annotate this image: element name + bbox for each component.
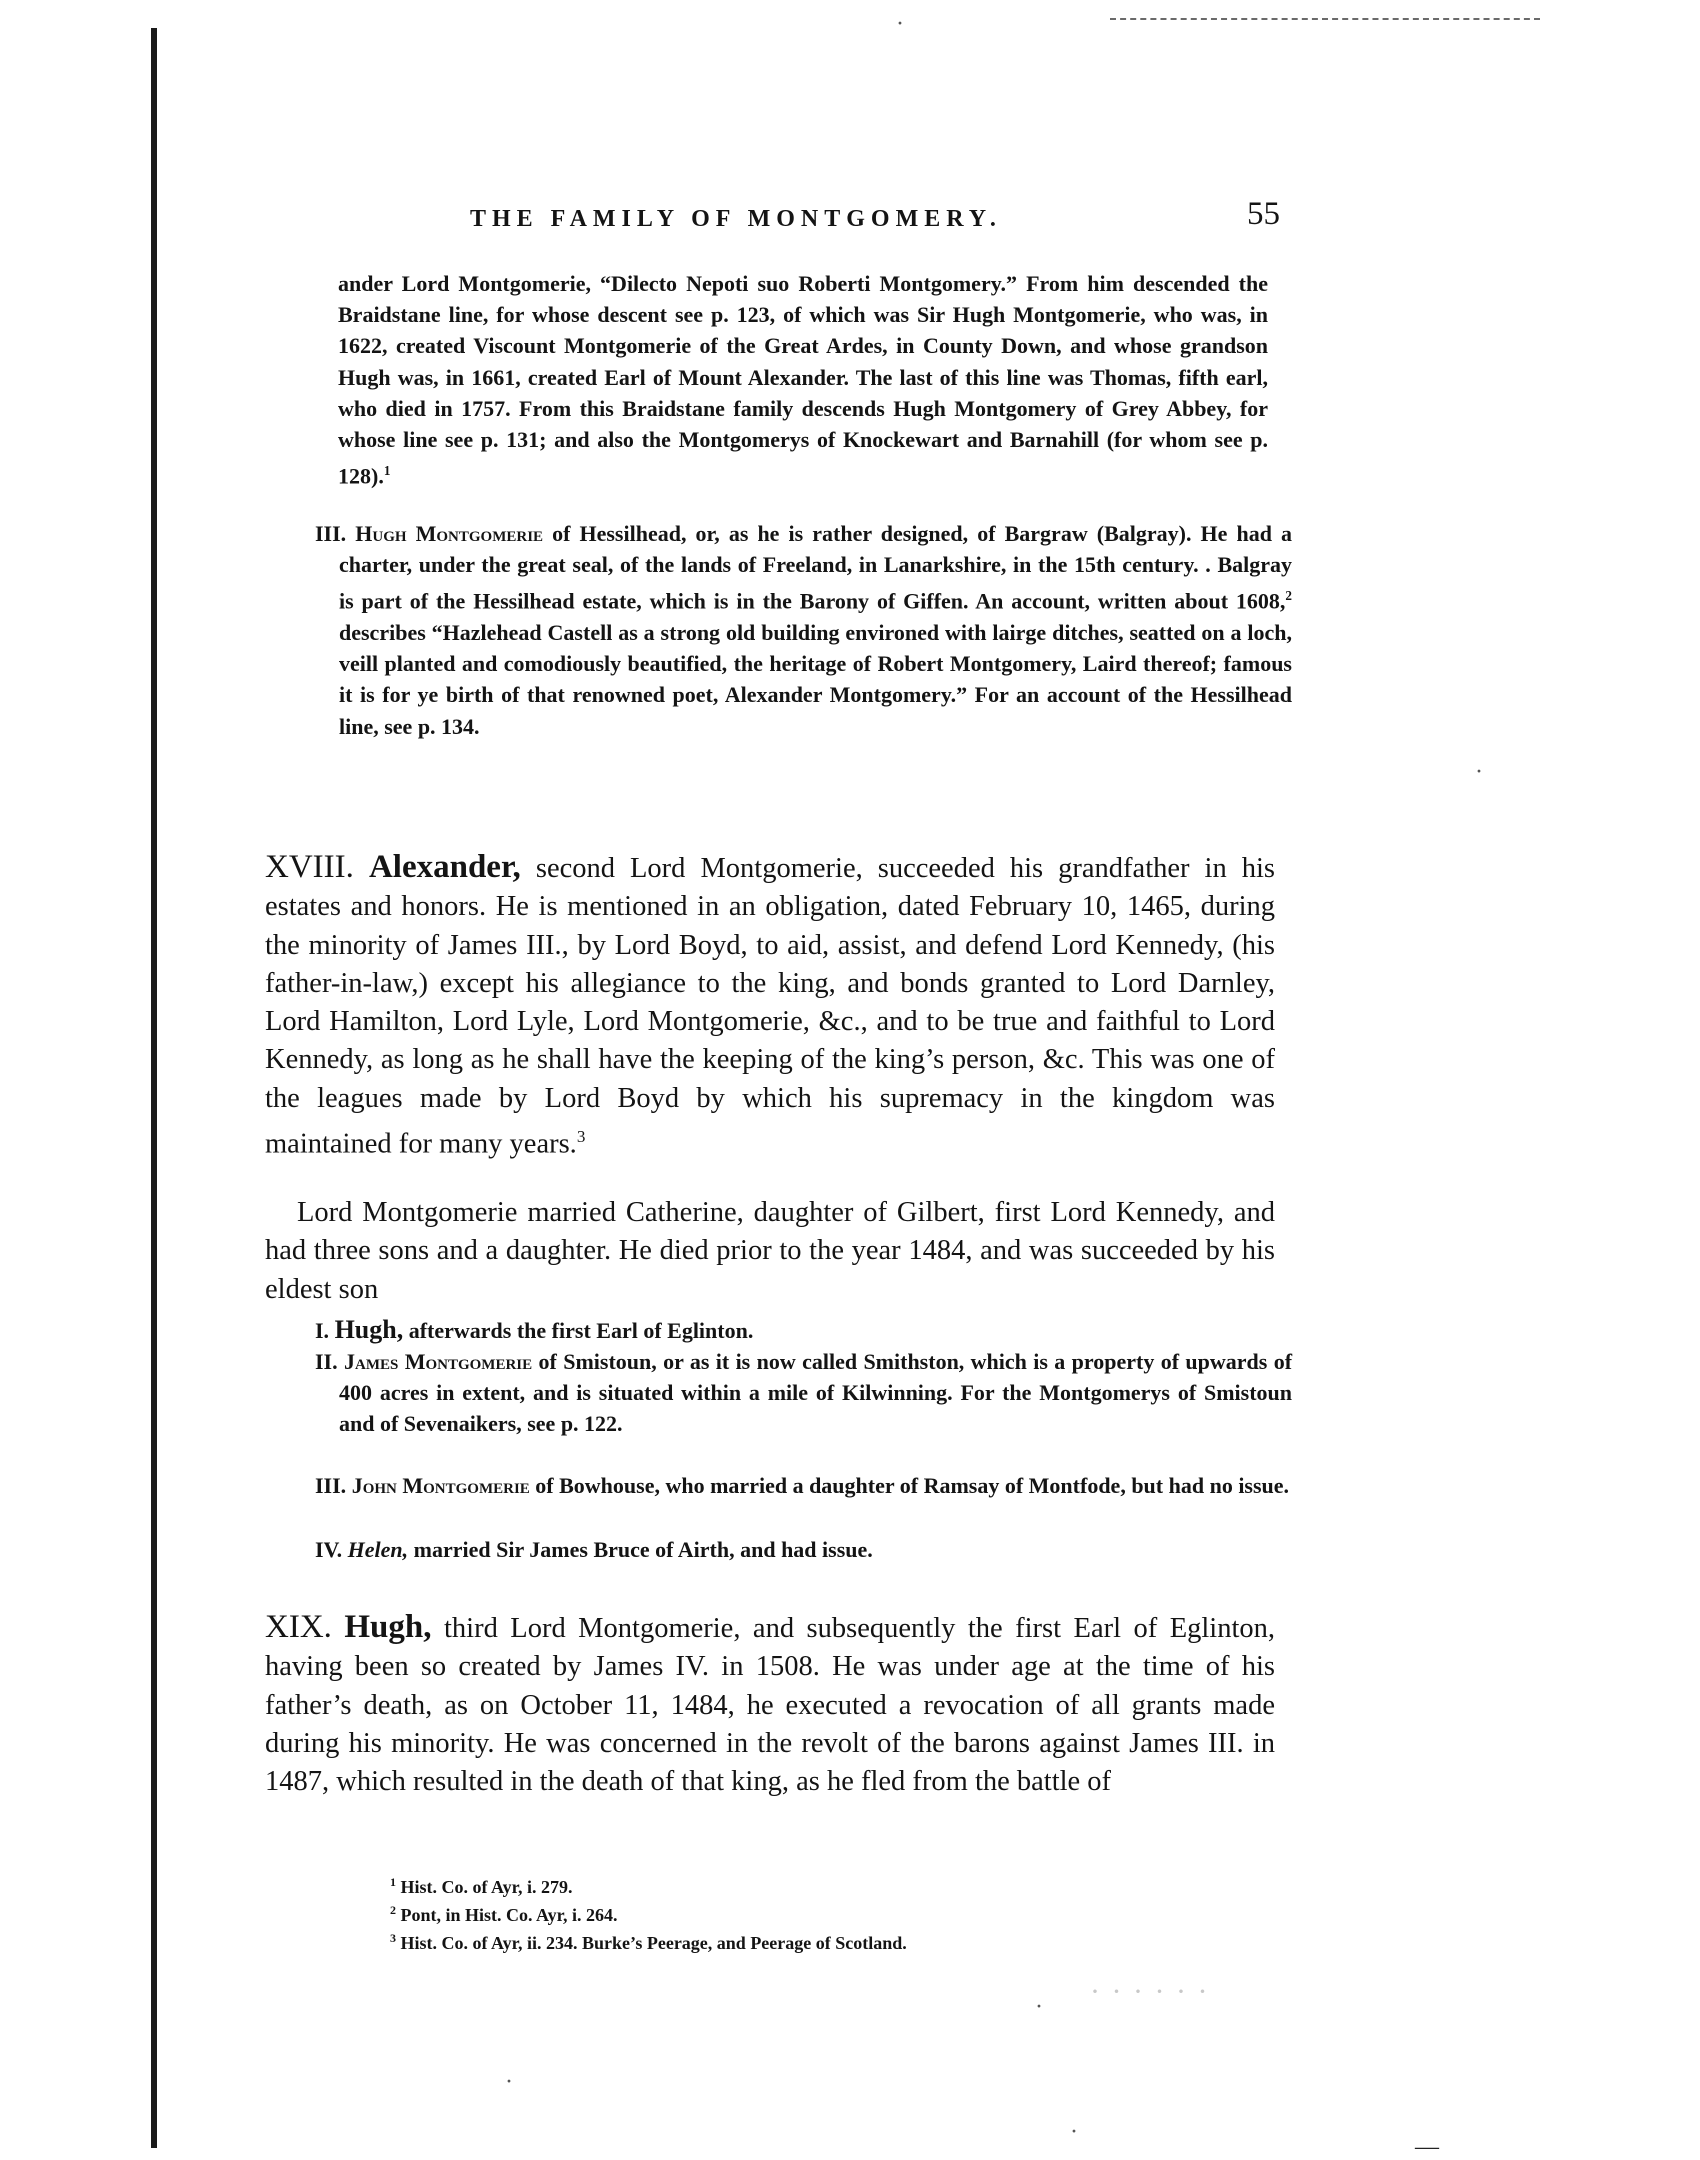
entry-numeral: III. [315, 1473, 347, 1498]
footnote-text: Hist. Co. of Ayr, i. 279. [396, 1877, 573, 1897]
entry-name: James Montgomerie [344, 1349, 533, 1374]
entry-text: of Smistoun, or as it is now called Smithston, which is a property of upwards of 400 acres in extent, and is situated within a mile of Kilwinning. For the Montgomerys of Smistoun and of Sevenaikers, see p. 122. [339, 1349, 1293, 1437]
child-entry-ii [315, 1346, 1292, 1440]
continuation-text: ander Lord Montgomerie, “Dilecto Nepoti suo Roberti Montgomery.” From him descended the Braidstane line, for whose descent see p. 123, of which was Sir Hugh Montgomerie, who was, in 1622, created Viscount Montgomerie of the Great Ardes, in County Down, and whose grandson Hugh was, in 1661, created Earl of Mount Alexander. The last of this line was Thomas, fifth earl, who died in 1757. From this Braidstane family descends Hugh Montgomery of Grey Abbey, for whose line see p. 131; and also the Montgomerys of Knockewart and Barnahill (for whom see p. 128). [338, 271, 1268, 489]
hessilhead-entry [315, 518, 1292, 742]
scan-speck: · [896, 11, 904, 37]
scan-speck: · [1070, 2119, 1078, 2145]
footnote-3 [390, 1932, 907, 1952]
footnote-ref: 3 [576, 1127, 586, 1147]
entry-numeral: IV. [315, 1537, 343, 1562]
section-xviii [265, 848, 1275, 1164]
entry-name: Hugh Montgomerie [355, 521, 544, 546]
scan-speck: · [505, 2069, 513, 2095]
section-xix [265, 1608, 1275, 1801]
child-entry-iv [315, 1534, 1292, 1565]
footnote-mark: 1 [390, 1875, 396, 1889]
top-rule [1110, 18, 1540, 20]
footnote-mark: 3 [390, 1931, 396, 1945]
entry-numeral: III. [315, 521, 347, 546]
section-numeral: XIX. [265, 1609, 332, 1645]
entry-text: of Hessilhead, or, as he is rather designed, of Bargraw (Balgray). He had a charter, under the great seal, of the lands of Freeland, in Lanarkshire, in the 15th century. . Balgray is part of the Hessilhead estate, which is in the Barony of Giffen. An account, written about 1608, [339, 521, 1292, 614]
continuation-paragraph [338, 268, 1268, 492]
footnote-ref: 2 [1285, 588, 1292, 604]
section-text: Lord Montgomerie married Catherine, daughter of Gilbert, first Lord Kennedy, and had three sons and a daughter. He died prior to the year 1484, and was succeeded by his eldest son [265, 1197, 1275, 1305]
entry-name: John Montgomerie [351, 1473, 530, 1498]
entry-text: married Sir James Bruce of Airth, and had issue. [408, 1537, 873, 1562]
page-header [470, 196, 1280, 246]
section-xviii-paragraph-2 [265, 1194, 1275, 1309]
footnote-1 [390, 1876, 573, 1896]
page-number: 55 [1247, 196, 1280, 232]
footnote-2 [390, 1904, 618, 1924]
section-text: second Lord Montgomerie, succeeded his grandfather in his estates and honors. He is mentioned in an obligation, dated February 10, 1465, during the minority of James III., by Lord Boyd, to aid, assist, and defend Lord Kennedy, (his father-in-law,) except his allegiance to the king, and bonds granted to Lord Darnley, Lord Hamilton, Lord Lyle, Lord Montgomerie, &c., and to be true and faithful to Lord Kennedy, as long as he shall have the keeping of the king’s person, &c. This was one of the leagues made by Lord Boyd by which his supremacy in the kingdom was maintained for many years. [265, 853, 1276, 1160]
entry-text: of Bowhouse, who married a daughter of Ramsay of Montfode, but had no issue. [529, 1473, 1290, 1498]
scan-speck: · [1475, 759, 1483, 785]
section-name: Hugh, [344, 1609, 432, 1645]
entry-text-continued: describes “Hazlehead Castell as a strong old building environed with lairge ditches, seatted on a loch, veill planted and comodiously beautified, the heritage of Robert Montgomery, Laird thereof; famous it is for ye birth of that renowned poet, Alexander Montgomery.” For an account of the Hessilhead line, see p. 134. [339, 619, 1292, 739]
running-head: THE FAMILY OF MONTGOMERY. [470, 206, 1002, 232]
section-name: Alexander, [368, 849, 521, 885]
entry-text: afterwards the first Earl of Eglinton. [403, 1318, 754, 1343]
scan-speck: · [1035, 1994, 1043, 2020]
footnote-text: Pont, in Hist. Co. Ayr, i. 264. [396, 1905, 618, 1925]
entry-numeral: II. [315, 1349, 338, 1374]
section-text: third Lord Montgomerie, and subsequently the first Earl of Eglinton, having been so created by James IV. in 1508. He was under age at the time of his father’s death, as on October 11, 1484, he executed a revocation of all grants made during his minority. He was concerned in the revolt of the barons against James III. in 1487, which resulted in the death of that king, as he fled from the battle of [265, 1613, 1275, 1798]
scan-speck: — [1415, 2134, 1439, 2160]
entry-numeral: I. [315, 1318, 330, 1343]
entry-name: Helen, [347, 1537, 409, 1562]
footnote-mark: 2 [390, 1903, 396, 1917]
entry-name: Hugh, [334, 1315, 404, 1344]
footnote-text: Hist. Co. of Ayr, ii. 234. Burke’s Peerage, and Peerage of Scotland. [396, 1933, 907, 1953]
child-entry-i [315, 1314, 1292, 1346]
binding-edge [151, 28, 157, 2148]
digitization-watermark: · · · · · · [1090, 1975, 1210, 2008]
child-entry-iii [315, 1470, 1292, 1501]
section-numeral: XVIII. [265, 849, 354, 885]
footnote-ref: 1 [383, 463, 391, 479]
